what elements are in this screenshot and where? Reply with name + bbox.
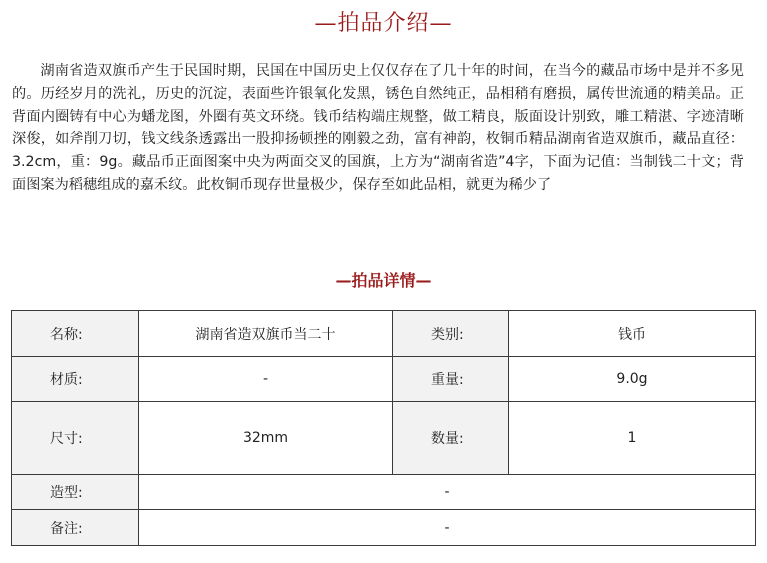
table-row (12, 475, 756, 510)
material-label: 材质: (12, 357, 139, 402)
shape-label: 造型: (12, 475, 139, 510)
size-value: 32mm (139, 402, 393, 475)
details-section-title: —拍品详情— (335, 271, 432, 290)
shape-value: - (139, 475, 756, 510)
size-label: 尺寸: (12, 402, 139, 475)
table-row (12, 311, 756, 357)
intro-description: 湖南省造双旗币产生于民国时期，民国在中国历史上仅仅存在了几十年的时间，在当今的藏品市场中是并不多见的。历经岁月的洗礼，历史的沉淀，表面些许银氧化发黑，锈色自然纯正，品相稍有磨损，属传世流通的精美品。正背面内圈铸有中心为蟠龙图，外圈有英文环绕。钱币结构端庄规整，做工精良，版面设计别致，雕工精湛、字迹清晰深俊，如斧削刀切，钱文线条透露出一股抑扬顿挫的刚毅之劲，富有神韵，枚铜币精品湖南省造双旗币，藏品直径：3.2cm，重：9g。藏品币正面图案中央为两面交叉的国旗，上方为“湖南省造”4字，下面为记值：当制钱二十文；背面图案为稻穗组成的嘉禾纹。此枚铜币现存世量极少，保存至如此品相，就更为稀少了 (12, 63, 744, 193)
table-row (12, 510, 756, 546)
table-row (12, 402, 756, 475)
table-row (12, 357, 756, 402)
name-value: 湖南省造双旗币当二十 (139, 311, 393, 357)
quantity-label: 数量: (393, 402, 509, 475)
category-label: 类别: (393, 311, 509, 357)
remarks-value: - (139, 510, 756, 546)
quantity-value: 1 (509, 402, 756, 475)
category-value: 钱币 (509, 311, 756, 357)
remarks-label: 备注: (12, 510, 139, 546)
weight-value: 9.0g (509, 357, 756, 402)
material-value: - (139, 357, 393, 402)
details-table (11, 310, 756, 546)
name-label: 名称: (12, 311, 139, 357)
weight-label: 重量: (393, 357, 509, 402)
intro-section-title: —拍品介绍— (314, 11, 453, 36)
